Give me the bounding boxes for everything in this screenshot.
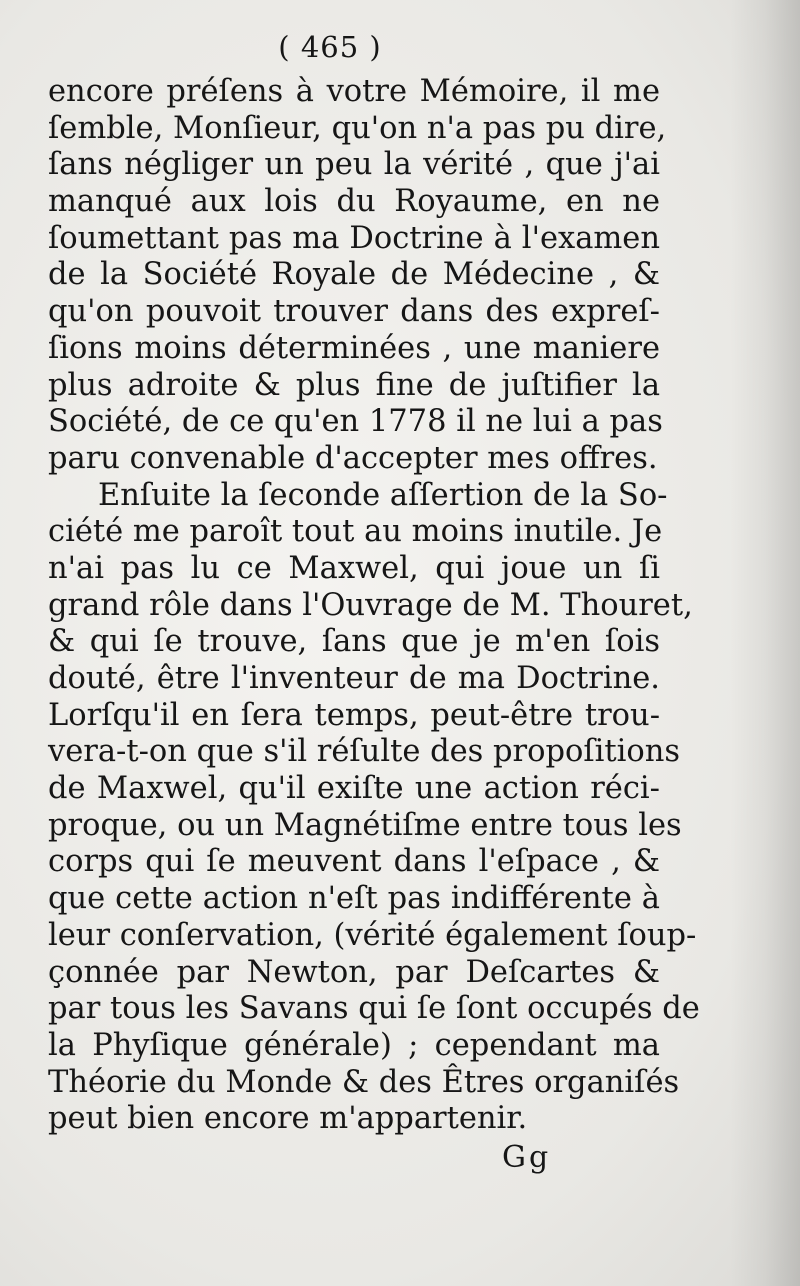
text-line: n'ai pas lu ce Maxwel, qui joue un ſi — [48, 550, 660, 586]
text-line: vera-t-on que s'il réſulte des propoſitions — [48, 734, 681, 770]
signature-mark: Gg — [502, 1140, 552, 1175]
paragraph-end-line: peut bien encore m'appartenir. — [48, 1101, 528, 1137]
text-line: & qui ſe trouve, ſans que je m'en ſois — [48, 624, 660, 660]
text-line: ſemble, Monſieur, qu'on n'a pas pu dire, — [48, 110, 667, 146]
text-line: ciété me paroît tout au moins inutile. Je — [48, 514, 663, 550]
text-line: leur conſervation, (vérité également ſoup- — [48, 917, 697, 953]
text-line: ſions moins déterminées , une maniere — [48, 330, 660, 366]
text-line: çonnée par Newton, par Deſcartes & — [48, 954, 660, 990]
text-line: Société, de ce qu'en 1778 il ne lui a pas — [48, 404, 663, 440]
text-line: la Phyſique générale) ; cependant ma — [48, 1027, 660, 1063]
text-line: plus adroite & plus fine de juſtifier la — [48, 367, 660, 403]
text-line: ſoumettant pas ma Doctrine à l'examen — [48, 220, 660, 256]
page-number: ( 465 ) — [278, 30, 382, 64]
text-line: douté, être l'inventeur de ma Doctrine. — [48, 661, 660, 696]
text-line: manqué aux lois du Royaume, en ne — [48, 184, 660, 220]
body-text — [48, 74, 700, 1138]
text-line: ſans négliger un peu la vérité , que j'ai — [48, 147, 660, 183]
text-line: par tous les Savans qui ſe ſont occupés de — [48, 991, 700, 1027]
text-line: encore préſens à votre Mémoire, il me — [48, 74, 660, 109]
paragraph-end-line: paru convenable d'accepter mes offres. — [48, 440, 658, 476]
page-gutter-shadow — [730, 0, 800, 1286]
text-line: de Maxwel, qu'il exiſte une action réci- — [48, 771, 660, 807]
paragraph-start-line: Enſuite la ſeconde aſſertion de la So- — [98, 477, 668, 513]
text-line: corps qui ſe meuvent dans l'eſpace , & — [48, 844, 660, 880]
text-line: qu'on pouvoit trouver dans des expreſ- — [48, 294, 660, 330]
text-line: proque, ou un Magnétiſme entre tous les — [48, 807, 682, 843]
text-line: de la Société Royale de Médecine , & — [48, 257, 660, 293]
text-line: Théorie du Monde & des Êtres organiſés — [48, 1064, 680, 1100]
text-line: que cette action n'eſt pas indifférente à — [48, 881, 660, 917]
text-line: grand rôle dans l'Ouvrage de M. Thouret, — [48, 587, 693, 623]
text-line: Lorſqu'il en ſera temps, peut-être trou- — [48, 697, 660, 733]
